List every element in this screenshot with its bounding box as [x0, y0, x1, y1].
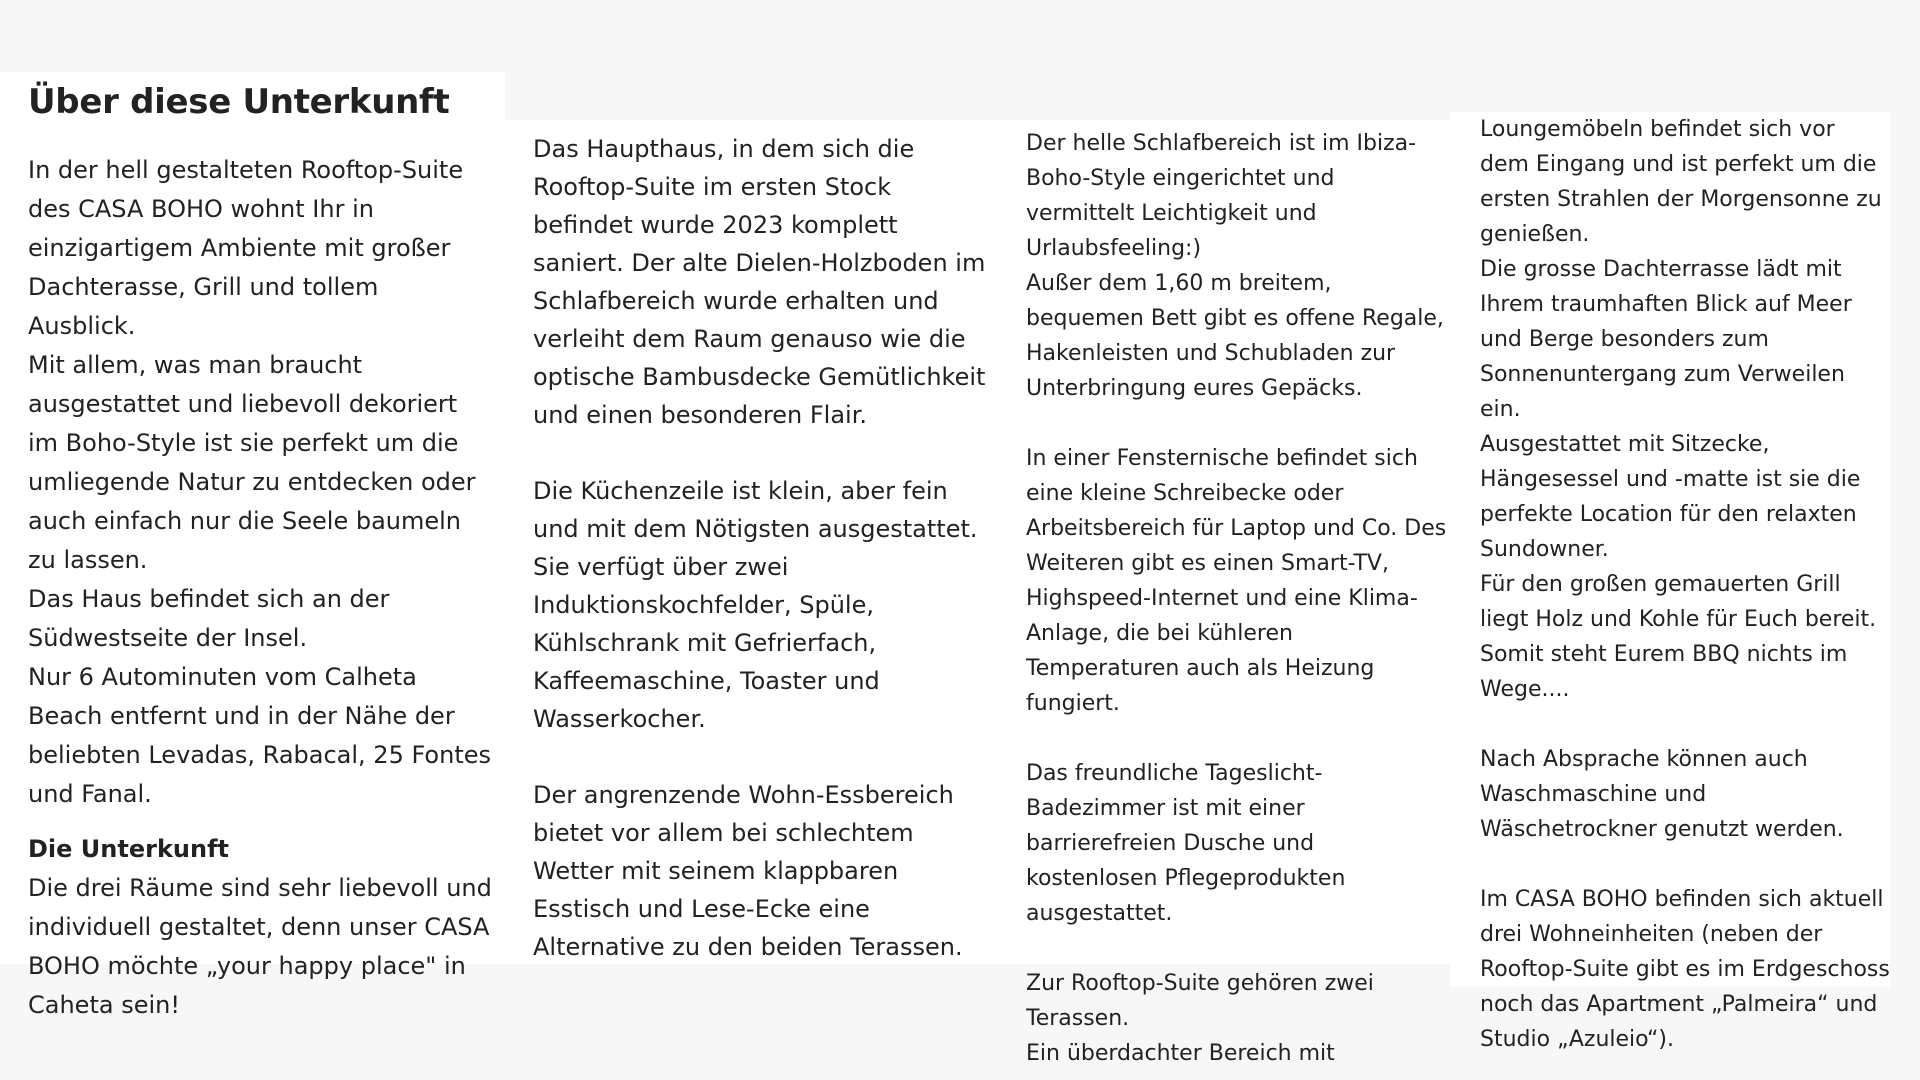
description-paragraph: Der helle Schlafbereich ist im Ibiza-Boho-Style eingerichtet und vermittelt Leichtigkeit und Urlaubsfeeling:) — [1026, 131, 1417, 261]
description-paragraph: Das Haus befindet sich an der Südwestseite der Insel. — [28, 584, 390, 652]
description-paragraph: Die grosse Dachterrasse lädt mit Ihrem traumhaften Blick auf Meer und Berge besonders zum Sonnenuntergang zum Verweilen ein. — [1480, 257, 1852, 422]
description-paragraph: Loungemöbeln befindet sich vor dem Eingang und ist perfekt um die ersten Strahlen der Morgensonne zu genießen. — [1480, 117, 1882, 247]
description-paragraph: Für den großen gemauerten Grill liegt Holz und Kohle für Euch bereit. Somit steht Eurem BBQ nichts im Wege.... — [1480, 572, 1877, 702]
description-column-1 — [0, 72, 505, 1019]
description-paragraph: Die Küchenzeile ist klein, aber fein und mit dem Nötigsten ausgestattet. Sie verfügt über zwei Induktionskochfelder, Spüle, Kühlschrank mit Gefrierfach, Kaffeemaschine, Toaster und Wasserkocher. — [533, 477, 978, 733]
description-paragraph: In der hell gestalteten Rooftop-Suite des CASA BOHO wohnt Ihr in einzigartigem Ambiente mit großer Dachterasse, Grill und tollem Ausblick. — [28, 155, 464, 340]
description-paragraph: Zur Rooftop-Suite gehören zwei Terassen. — [1026, 971, 1374, 1031]
description-paragraph: Ein überdachter Bereich mit — [1026, 1041, 1335, 1066]
section-subheading: Die Unterkunft — [28, 834, 229, 863]
description-paragraph: Nur 6 Autominuten vom Calheta Beach entfernt und in der Nähe der beliebten Levadas, Rabacal, 25 Fontes und Fanal. — [28, 662, 491, 808]
page-title: Über diese Unterkunft — [28, 82, 450, 122]
description-column-3 — [1000, 120, 1450, 1066]
description-paragraph: Ausgestattet mit Sitzecke, Hängesessel und -matte ist sie die perfekte Location für den relaxten Sundowner. — [1480, 432, 1861, 562]
description-paragraph: In einer Fensternische befindet sich eine kleine Schreibecke oder Arbeitsbereich für Laptop und Co. Des Weiteren gibt es einen Smart-TV, Highspeed-Internet und eine Klima-Anlage, die bei kühleren Temperaturen auch als Heizung fungiert. — [1026, 446, 1447, 716]
description-paragraph: Nach Absprache können auch Waschmaschine und Wäschetrockner genutzt werden. — [1480, 747, 1844, 842]
description-paragraph: Außer dem 1,60 m breitem, bequemen Bett gibt es offene Regale, Hakenleisten und Schubladen zur Unterbringung eures Gepäcks. — [1026, 271, 1444, 401]
description-column-4 — [1450, 112, 1890, 1052]
description-paragraph: Mit allem, was man braucht ausgestattet und liebevoll dekoriert im Boho-Style ist sie perfekt um die umliegende Natur zu entdecken oder auch einfach nur die Seele baumeln zu lassen. — [28, 350, 476, 574]
description-paragraph: Das freundliche Tageslicht-Badezimmer ist mit einer barrierefreien Dusche und kostenlosen Pflegeprodukten ausgestattet. — [1026, 761, 1346, 926]
description-paragraph: Im CASA BOHO befinden sich aktuell drei Wohneinheiten (neben der Rooftop-Suite gibt es im Erdgeschoss noch das Apartment „Palmeira“ und Studio „Azuleio“). — [1480, 887, 1890, 1052]
description-paragraph: Die drei Räume sind sehr liebevoll und individuell gestaltet, denn unser CASA BOHO möchte „your happy place" in Caheta sein! — [28, 873, 492, 1019]
description-paragraph: Das Haupthaus, in dem sich die Rooftop-Suite im ersten Stock befindet wurde 2023 komplett saniert. Der alte Dielen-Holzboden im Schlafbereich wurde erhalten und verleiht dem Raum genauso wie die optische Bambusdecke Gemütlichkeit und einen besonderen Flair. — [533, 135, 986, 429]
description-paragraph: Der angrenzende Wohn-Essbereich bietet vor allem bei schlechtem Wetter mit seinem klappbaren Esstisch und Lese-Ecke eine Alternative zu den beiden Terassen. — [533, 781, 963, 961]
description-column-2 — [505, 120, 1000, 964]
